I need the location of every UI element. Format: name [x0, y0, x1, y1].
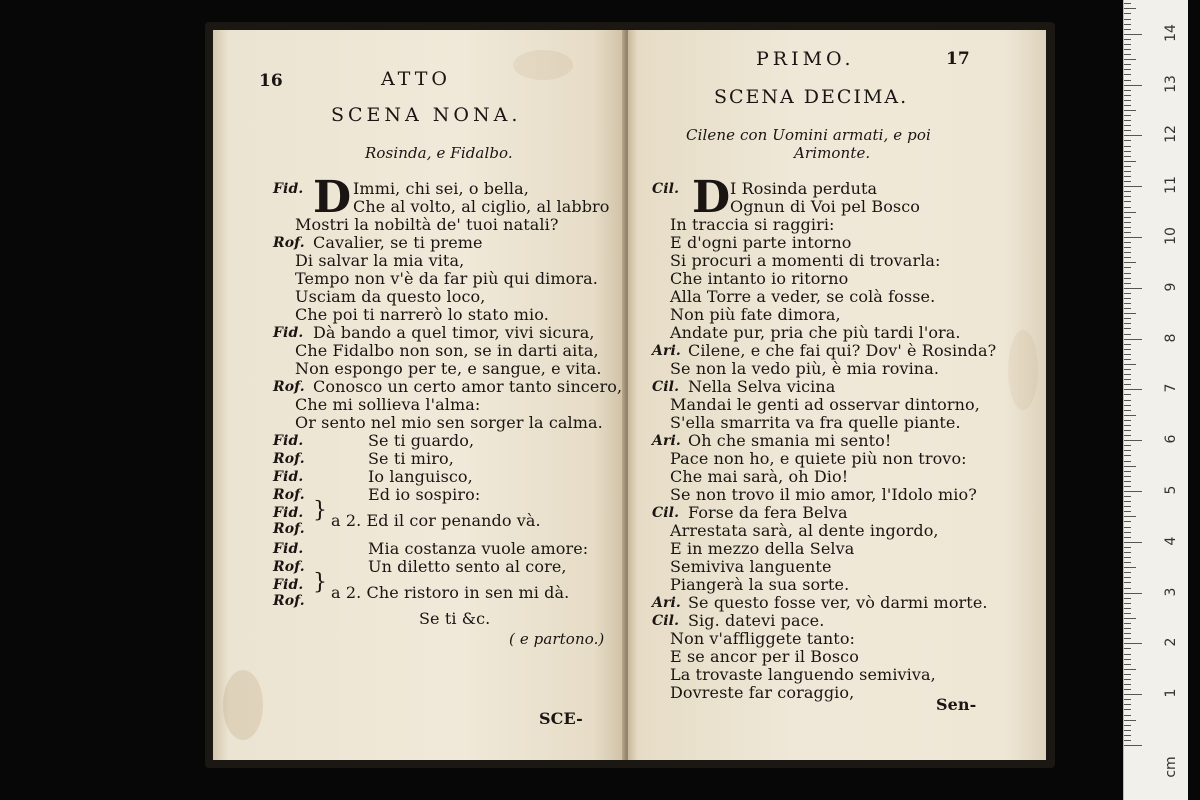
verse-line: Mia costanza vuole amore:: [368, 539, 589, 558]
ruler-tick: [1124, 171, 1131, 172]
ruler-tick: [1124, 720, 1136, 721]
verse-line: Pace non ho, e quiete più non trovo:: [670, 449, 967, 468]
ruler-tick: [1124, 709, 1131, 710]
ruler-tick: [1124, 461, 1131, 462]
ruler-tick: [1124, 64, 1131, 65]
speaker-label: Fid.: [273, 325, 304, 341]
ruler-tick: [1124, 491, 1142, 492]
speaker-label: Fid.: [273, 541, 304, 557]
speaker-label: Rof.: [273, 487, 305, 503]
ruler-tick: [1124, 679, 1131, 680]
ruler-tick: [1124, 146, 1131, 147]
ruler-tick: [1124, 100, 1131, 101]
verse-line: Andate pur, pria che più tardi l'ora.: [670, 323, 961, 342]
ruler-tick: [1124, 496, 1131, 497]
ruler-tick: [1124, 120, 1131, 121]
ruler-number: 9: [1163, 282, 1179, 292]
ruler-tick: [1124, 471, 1131, 472]
ruler-tick: [1124, 435, 1131, 436]
ruler-tick: [1124, 643, 1142, 644]
ruler-tick: [1124, 486, 1131, 487]
ruler-tick: [1124, 201, 1131, 202]
ruler-tick: [1124, 364, 1136, 365]
ruler-tick: [1124, 689, 1131, 690]
verse-line: Se ti guardo,: [368, 431, 475, 450]
ruler-tick: [1124, 542, 1142, 543]
ruler-tick: [1124, 207, 1131, 208]
ruler-tick: [1124, 262, 1136, 263]
catchword: Sen-: [936, 695, 977, 714]
verse-line: Che intanto io ritorno: [670, 269, 849, 288]
ruler-tick: [1124, 328, 1131, 329]
verse-line: Che al volto, al ciglio, al labbro: [353, 197, 610, 216]
verse-line: Tempo non v'è da far più qui dimora.: [295, 269, 598, 288]
ruler-tick: [1124, 603, 1131, 604]
verse-line: Non espongo per te, e sangue, e vita.: [295, 359, 602, 378]
ruler-tick: [1124, 654, 1131, 655]
ruler-tick: [1124, 562, 1131, 563]
ruler-tick: [1124, 354, 1131, 355]
ruler-number: 1: [1163, 688, 1179, 698]
duet-line: a 2. Che ristoro in sen mi dà.: [331, 583, 570, 602]
ruler-tick: [1124, 339, 1142, 340]
ruler-tick: [1124, 166, 1131, 167]
ruler-tick: [1124, 151, 1131, 152]
ruler-tick: [1124, 425, 1131, 426]
verse-line: E d'ogni parte intorno: [670, 233, 852, 252]
speaker-label: Cil.: [652, 379, 680, 395]
ruler-tick: [1124, 232, 1131, 233]
speaker-label: Fid.: [273, 433, 304, 449]
verse-line: Che poi ti narrerò lo stato mio.: [295, 305, 549, 324]
ruler-tick: [1124, 405, 1131, 406]
ruler-tick: [1124, 349, 1131, 350]
verse-line: Or sento nel mio sen sorger la calma.: [295, 413, 603, 432]
verse-line: Un diletto sento al core,: [368, 557, 567, 576]
catchword: SCE-: [539, 709, 583, 728]
ruler-tick: [1124, 34, 1142, 35]
speaker-label: Fid.: [273, 469, 304, 485]
ruler-tick: [1124, 699, 1131, 700]
ruler-tick: [1124, 222, 1131, 223]
page-number: 16: [259, 71, 283, 91]
ruler-tick: [1124, 547, 1131, 548]
scene-title: SCENA DECIMA.: [714, 86, 909, 108]
ruler-tick: [1124, 212, 1136, 213]
verse-line: Di salvar la mia vita,: [295, 251, 465, 270]
ruler-tick: [1124, 598, 1131, 599]
ruler-tick: [1124, 80, 1131, 81]
ruler-tick: [1124, 410, 1131, 411]
verse-line: Alla Torre a veder, se colà fosse.: [670, 287, 936, 306]
speaker-label: Cil.: [652, 181, 680, 197]
ruler-tick: [1124, 511, 1131, 512]
page-number: 17: [946, 49, 970, 69]
running-head: ATTO: [381, 68, 451, 90]
ruler-number: 5: [1163, 485, 1179, 495]
ruler-number: 2: [1163, 637, 1179, 647]
ruler-tick: [1124, 745, 1142, 746]
ruler-tick: [1124, 44, 1131, 45]
right-page: [628, 30, 1046, 760]
ruler-tick: [1124, 648, 1131, 649]
ruler-tick: [1124, 181, 1131, 182]
ruler-tick: [1124, 313, 1136, 314]
ruler-tick: [1124, 247, 1131, 248]
ruler-tick: [1124, 257, 1131, 258]
ruler-tick: [1124, 288, 1142, 289]
ruler-tick: [1124, 420, 1131, 421]
ruler-tick: [1124, 74, 1131, 75]
ruler-tick: [1124, 293, 1131, 294]
ruler-number: 14: [1163, 23, 1179, 42]
verse-line: Cavalier, se ti preme: [313, 233, 483, 252]
left-page: [213, 30, 627, 760]
ruler-tick: [1124, 537, 1131, 538]
closing-line: Se ti &c.: [419, 609, 491, 628]
measurement-ruler: [1123, 0, 1188, 800]
speaker-label: Rof.: [273, 559, 305, 575]
ruler-number: 3: [1163, 587, 1179, 597]
ruler-tick: [1124, 501, 1131, 502]
ruler-tick: [1124, 227, 1131, 228]
ruler-unit: cm: [1163, 756, 1179, 778]
ruler-tick: [1124, 430, 1131, 431]
ruler-tick: [1124, 90, 1131, 91]
ruler-tick: [1124, 334, 1131, 335]
brace-1: }: [313, 498, 327, 523]
verse-line: Oh che smania mi sento!: [688, 431, 892, 450]
verse-line: Che mi sollieva l'alma:: [295, 395, 481, 414]
ruler-tick: [1124, 704, 1131, 705]
brace-2: }: [313, 570, 327, 595]
verse-line: La trovaste languendo semiviva,: [670, 665, 936, 684]
ruler-tick: [1124, 384, 1131, 385]
ruler-tick: [1124, 684, 1131, 685]
ruler-tick: [1124, 674, 1131, 675]
ruler-tick: [1124, 69, 1131, 70]
ruler-tick: [1124, 278, 1131, 279]
verse-line: Si procuri a momenti di trovarla:: [670, 251, 941, 270]
ruler-tick: [1124, 638, 1131, 639]
ruler-tick: [1124, 567, 1136, 568]
ruler-tick: [1124, 13, 1131, 14]
verse-line: Mandai le genti ad osservar dintorno,: [670, 395, 980, 414]
ruler-tick: [1124, 125, 1131, 126]
ruler-tick: [1124, 59, 1136, 60]
verse-line: Conosco un certo amor tanto sincero,: [313, 377, 623, 396]
speaker-label: Fid.: [273, 577, 304, 593]
verse-line: Io languisco,: [368, 467, 473, 486]
ruler-tick: [1124, 516, 1136, 517]
ruler-tick: [1124, 735, 1131, 736]
ruler-tick: [1124, 8, 1136, 9]
verse-line: Che Fidalbo non son, se in darti aita,: [295, 341, 599, 360]
ruler-tick: [1124, 623, 1131, 624]
ruler-tick: [1124, 415, 1136, 416]
ruler-tick: [1124, 3, 1131, 4]
ruler-tick: [1124, 521, 1131, 522]
speaker-label: Rof.: [273, 593, 305, 609]
ruler-tick: [1124, 588, 1131, 589]
verse-line: Ed io sospiro:: [368, 485, 481, 504]
ruler-tick: [1124, 694, 1142, 695]
ruler-tick: [1124, 323, 1131, 324]
stage-direction: ( e partono.): [509, 630, 605, 648]
verse-line: I Rosinda perduta: [730, 179, 878, 198]
ruler-tick: [1124, 466, 1136, 467]
ruler-tick: [1124, 191, 1131, 192]
ruler-tick: [1124, 628, 1131, 629]
ruler-tick: [1124, 379, 1131, 380]
ruler-number: 8: [1163, 333, 1179, 343]
ruler-tick: [1124, 572, 1131, 573]
speaker-label: Cil.: [652, 505, 680, 521]
ruler-tick: [1124, 237, 1142, 238]
ruler-tick: [1124, 633, 1131, 634]
ruler-number: 10: [1163, 227, 1179, 245]
scene-characters: Rosinda, e Fidalbo.: [365, 144, 513, 162]
ruler-tick: [1124, 242, 1131, 243]
verse-line: Che mai sarà, oh Dio!: [670, 467, 849, 486]
ruler-tick: [1124, 176, 1131, 177]
ruler-tick: [1124, 19, 1131, 20]
ruler-tick: [1124, 303, 1131, 304]
ruler-tick: [1124, 24, 1131, 25]
ruler-number: 6: [1163, 434, 1179, 444]
ruler-tick: [1124, 659, 1131, 660]
ruler-tick: [1124, 715, 1131, 716]
ruler-tick: [1124, 95, 1131, 96]
speaker-label: Rof.: [273, 451, 305, 467]
ruler-tick: [1124, 283, 1131, 284]
verse-line: Semiviva languente: [670, 557, 832, 576]
ruler-number: 7: [1163, 383, 1179, 393]
ruler-tick: [1124, 664, 1131, 665]
ruler-tick: [1124, 359, 1131, 360]
ruler-number: 12: [1163, 125, 1179, 144]
ruler-tick: [1124, 527, 1131, 528]
ruler-tick: [1124, 455, 1131, 456]
running-head: PRIMO.: [756, 48, 855, 70]
verse-line: E in mezzo della Selva: [670, 539, 855, 558]
verse-line: Sig. datevi pace.: [688, 611, 825, 630]
ruler-tick: [1124, 618, 1136, 619]
speaker-label: Cil.: [652, 613, 680, 629]
ruler-tick: [1124, 161, 1136, 162]
verse-line: E se ancor per il Bosco: [670, 647, 859, 666]
verse-line: Non più fate dimora,: [670, 305, 841, 324]
ruler-number: 4: [1163, 536, 1179, 546]
ruler-tick: [1124, 400, 1131, 401]
ruler-number: 11: [1163, 176, 1179, 195]
ruler-tick: [1124, 389, 1142, 390]
verse-line: In traccia si raggiri:: [670, 215, 835, 234]
ruler-tick: [1124, 196, 1131, 197]
drop-cap-d: D: [313, 172, 352, 223]
ruler-tick: [1124, 140, 1131, 141]
ruler-tick: [1124, 613, 1131, 614]
ruler-tick: [1124, 725, 1131, 726]
ruler-tick: [1124, 49, 1131, 50]
ruler-tick: [1124, 476, 1131, 477]
speaker-label: Rof.: [273, 235, 305, 251]
ruler-tick: [1124, 344, 1131, 345]
ruler-tick: [1124, 318, 1131, 319]
verse-line: Ognun di Voi pel Bosco: [730, 197, 921, 216]
ruler-tick: [1124, 39, 1131, 40]
verse-line: Se questo fosse ver, vò darmi morte.: [688, 593, 988, 612]
ruler-tick: [1124, 730, 1131, 731]
speaker-label: Rof.: [273, 379, 305, 395]
ruler-tick: [1124, 577, 1131, 578]
ruler-tick: [1124, 85, 1142, 86]
ruler-tick: [1124, 273, 1131, 274]
ruler-tick: [1124, 445, 1131, 446]
ruler-tick: [1124, 669, 1136, 670]
speaker-label: Fid.: [273, 181, 304, 197]
ruler-tick: [1124, 217, 1131, 218]
speaker-label: Fid.: [273, 505, 304, 521]
verse-line: Mostri la nobiltà de' tuoi natali?: [295, 215, 559, 234]
verse-line: Immi, chi sei, o bella,: [353, 179, 529, 198]
scene-title: SCENA NONA.: [331, 104, 522, 126]
verse-line: Forse da fera Belva: [688, 503, 848, 522]
ruler-tick: [1124, 593, 1142, 594]
drop-cap-d: D: [692, 172, 731, 223]
ruler-tick: [1124, 110, 1136, 111]
verse-line: Arrestata sarà, al dente ingordo,: [670, 521, 939, 540]
ruler-number: 13: [1163, 74, 1179, 93]
ruler-tick: [1124, 369, 1131, 370]
ruler-tick: [1124, 130, 1131, 131]
verse-line: Usciam da questo loco,: [295, 287, 486, 306]
duet-line: a 2. Ed il cor penando và.: [331, 511, 541, 530]
verse-line: Dà bando a quel timor, vivi sicura,: [313, 323, 595, 342]
ruler-tick: [1124, 374, 1131, 375]
ruler-tick: [1124, 557, 1131, 558]
ruler-tick: [1124, 186, 1142, 187]
ruler-tick: [1124, 252, 1131, 253]
ruler-tick: [1124, 608, 1131, 609]
ruler-tick: [1124, 450, 1131, 451]
ruler-tick: [1124, 394, 1131, 395]
speaker-label: Ari.: [652, 343, 681, 359]
verse-line: Nella Selva vicina: [688, 377, 836, 396]
verse-line: Cilene, e che fai qui? Dov' è Rosinda?: [688, 341, 997, 360]
ruler-tick: [1124, 552, 1131, 553]
ruler-tick: [1124, 135, 1142, 136]
ruler-tick: [1124, 532, 1131, 533]
ruler-tick: [1124, 156, 1131, 157]
ruler-tick: [1124, 308, 1131, 309]
verse-line: Se non la vedo più, è mia rovina.: [670, 359, 940, 378]
verse-line: Se non trovo il mio amor, l'Idolo mio?: [670, 485, 977, 504]
ruler-tick: [1124, 54, 1131, 55]
scene-characters: Cilene con Uomini armati, e poi: [686, 126, 931, 144]
ruler-tick: [1124, 440, 1142, 441]
scene-characters: Arimonte.: [794, 144, 871, 162]
ruler-tick: [1124, 582, 1131, 583]
ruler-tick: [1124, 105, 1131, 106]
verse-line: Piangerà la sua sorte.: [670, 575, 850, 594]
ruler-tick: [1124, 740, 1131, 741]
ruler-tick: [1124, 481, 1131, 482]
ruler-tick: [1124, 267, 1131, 268]
verse-line: Non v'affliggete tanto:: [670, 629, 856, 648]
speaker-label: Ari.: [652, 433, 681, 449]
verse-line: Se ti miro,: [368, 449, 454, 468]
speaker-label: Ari.: [652, 595, 681, 611]
verse-line: S'ella smarrita va fra quelle piante.: [670, 413, 961, 432]
ruler-tick: [1124, 506, 1131, 507]
speaker-label: Rof.: [273, 521, 305, 537]
ruler-tick: [1124, 115, 1131, 116]
ruler-tick: [1124, 298, 1131, 299]
ruler-tick: [1124, 29, 1131, 30]
verse-line: Dovreste far coraggio,: [670, 683, 855, 702]
